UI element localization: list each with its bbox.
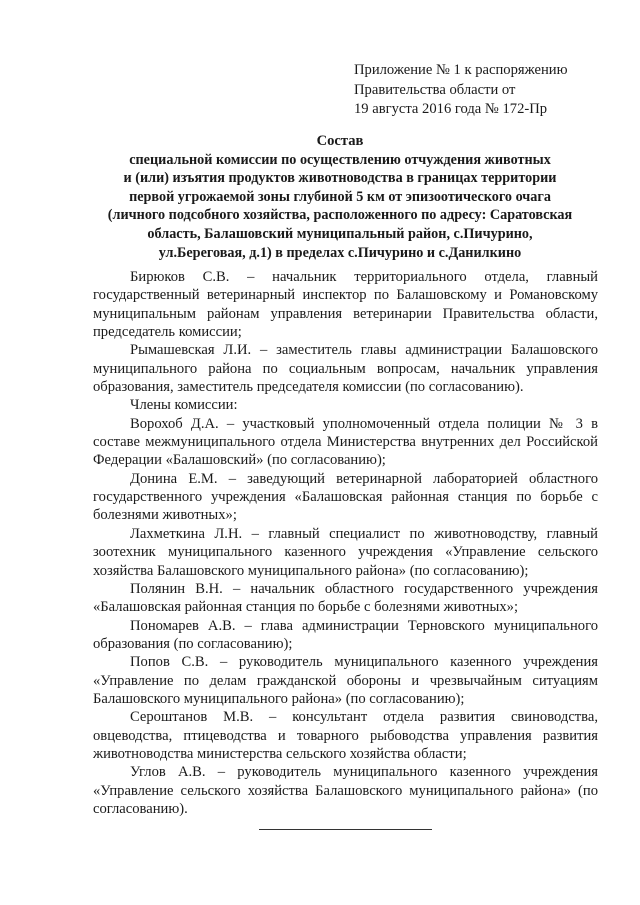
chairman-entry: Бирюков С.В. – начальник территориального отдела, главный государственный ветеринарный инспектор по Балашовскому и Романовскому муниципальным районам управления ветеринарии Правительства области, председатель комиссии; xyxy=(93,269,598,341)
title-line-2: и (или) изъятия продуктов животноводства в границах территории xyxy=(123,170,557,187)
member-entry-3: Лахметкина Л.Н. – главный специалист по животноводству, главный зоотехник муниципального казенного учреждения «Управление сельского хозяйства Балашовского муниципального района» (по согласованию); xyxy=(93,525,598,579)
member-entry-8: Углов А.В. – руководитель муниципального казенного учреждения «Управление сельского хозяйства Балашовского муниципального района» (по согласованию). xyxy=(93,764,598,817)
title-line-4: (личного подсобного хозяйства, расположенного по адресу: Саратовская xyxy=(107,207,573,224)
document-title xyxy=(78,132,602,262)
member-entry-7: Сероштанов М.В. – консультант отдела развития свиноводства, овцеводства, птицеводства и товарного рыбоводства управления развития животноводства министерства сельского хозяйства области; xyxy=(93,709,598,762)
members-heading: Члены комиссии: xyxy=(130,397,238,414)
appendix-line-2: Правительства области от xyxy=(354,81,516,98)
title-line-6: ул.Береговая, д.1) в пределах с.Пичурино и с.Данилкино xyxy=(158,244,522,261)
commission-list xyxy=(93,268,598,818)
closing-divider-line xyxy=(259,829,432,830)
member-entry-5: Пономарев А.В. – глава администрации Терновского муниципального образования (по согласованию); xyxy=(93,617,598,652)
title-heading: Состав xyxy=(316,133,364,149)
member-entry-2: Донина Е.М. – заведующий ветеринарной лабораторией областного государственного учреждения «Балашовская районная станция по борьбе с болезнями животных»; xyxy=(93,470,598,524)
title-line-5: область, Балашовский муниципальный район, с.Пичурино, xyxy=(147,225,533,242)
appendix-line-1: Приложение № 1 к распоряжению xyxy=(354,62,568,78)
deputy-chairman-entry: Рымашевская Л.И. – заместитель главы администрации Балашовского муниципального района по социальным вопросам, начальник управления образования, заместитель председателя комиссии (по согласованию). xyxy=(93,342,598,396)
member-entry-1: Ворохоб Д.А. – участковый уполномоченный отдела полиции № 3 в составе межмуниципального отдела Министерства внутренних дел Российской Федерации «Балашовский» (по согласованию); xyxy=(93,415,598,469)
member-entry-4: Полянин В.Н. – начальник областного государственного учреждения «Балашовская районная станция по борьбе с болезнями животных»; xyxy=(93,580,598,616)
title-line-1: специальной комиссии по осуществлению отчуждения животных xyxy=(129,151,551,168)
title-line-3: первой угрожаемой зоны глубиной 5 км от эпизоотического очага xyxy=(129,188,551,205)
appendix-line-3: 19 августа 2016 года № 172-Пр xyxy=(354,101,548,117)
member-entry-6: Попов С.В. – руководитель муниципального казенного учреждения «Управление по делам гражданской обороны и чрезвычайным ситуациям Балашовского муниципального района» (по согласованию); xyxy=(93,654,598,707)
appendix-reference xyxy=(354,61,614,120)
